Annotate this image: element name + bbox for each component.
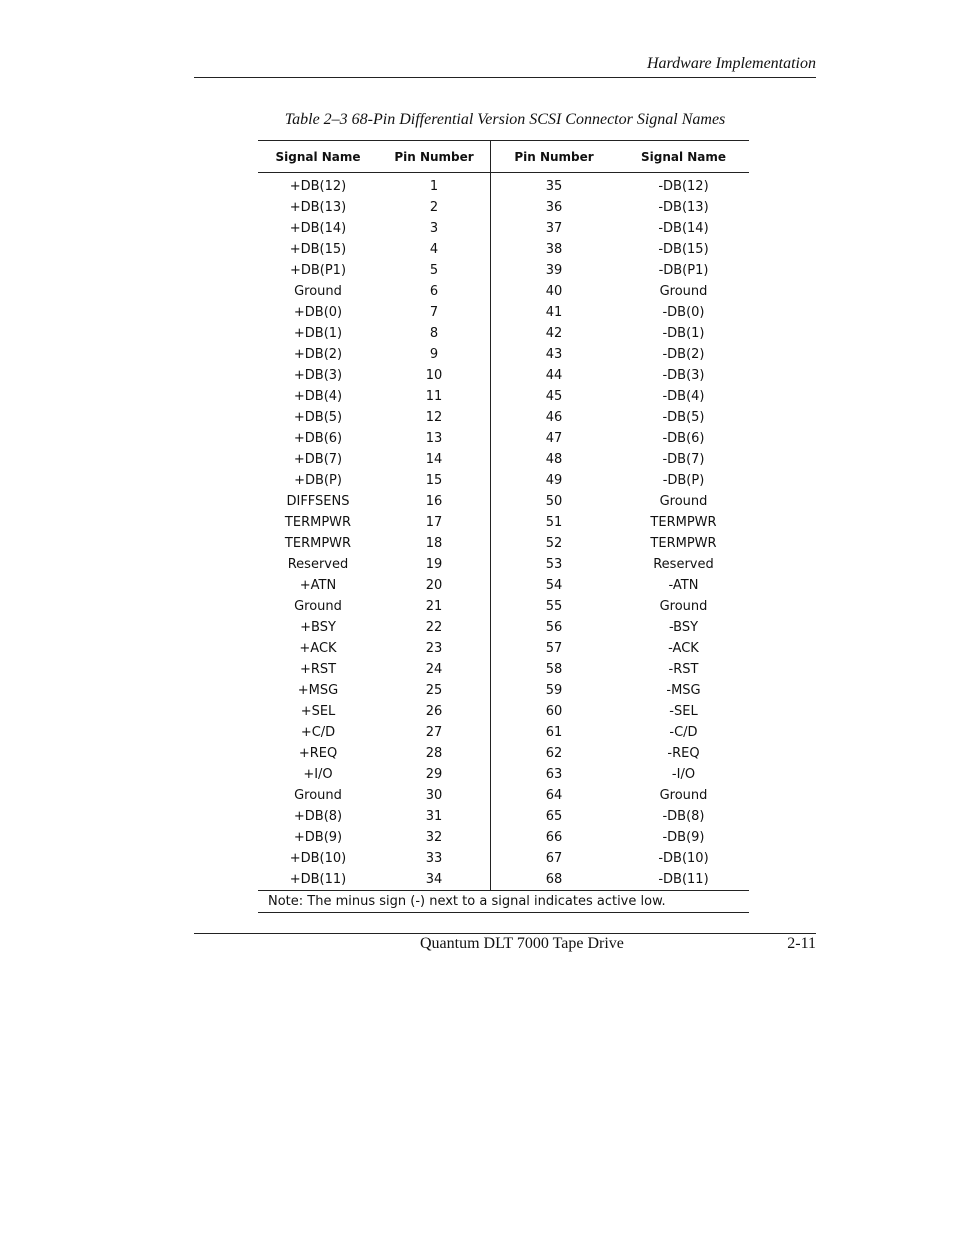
table-note: Note: The minus sign (-) next to a signal indicates active low. xyxy=(268,894,666,909)
pin-number-cell: 63 xyxy=(545,767,563,782)
pin-number-cell: 8 xyxy=(429,326,439,341)
pin-number-cell: 29 xyxy=(425,767,443,782)
signal-name-cell: +I/O xyxy=(303,767,333,782)
page-number: 2-11 xyxy=(787,935,816,952)
table-row xyxy=(258,617,749,638)
column-divider xyxy=(490,173,491,890)
signal-table xyxy=(258,140,749,913)
signal-name-cell: -DB(14) xyxy=(658,221,709,236)
pin-number-cell: 33 xyxy=(425,851,443,866)
pin-number-cell: 27 xyxy=(425,725,443,740)
pin-number-cell: 11 xyxy=(425,389,443,404)
pin-number-cell: 43 xyxy=(545,347,563,362)
pin-number-cell: 13 xyxy=(425,431,443,446)
pin-number-cell: 24 xyxy=(425,662,443,677)
table-header xyxy=(258,141,749,172)
table-body xyxy=(258,173,749,890)
pin-number-cell: 30 xyxy=(425,788,443,803)
signal-name-cell: -DB(8) xyxy=(662,809,705,824)
signal-name-cell: -DB(13) xyxy=(658,200,709,215)
pin-number-cell: 59 xyxy=(545,683,563,698)
signal-name-cell: -DB(11) xyxy=(658,872,709,887)
pin-number-cell: 68 xyxy=(545,872,563,887)
signal-name-cell: -DB(4) xyxy=(662,389,705,404)
running-head: Hardware Implementation xyxy=(646,55,816,72)
column-header-signal-name: Signal Name xyxy=(275,149,361,164)
footer-title: Quantum DLT 7000 Tape Drive xyxy=(420,935,624,952)
signal-name-cell: -BSY xyxy=(668,620,699,635)
signal-name-cell: +DB(P) xyxy=(294,473,342,488)
pin-number-cell: 38 xyxy=(545,242,563,257)
signal-name-cell: +RST xyxy=(299,662,337,677)
pin-number-cell: 19 xyxy=(425,557,443,572)
signal-name-cell: -SEL xyxy=(669,704,698,719)
signal-name-cell: +ATN xyxy=(299,578,337,593)
pin-number-cell: 53 xyxy=(545,557,563,572)
column-header-pin-number: Pin Number xyxy=(394,149,474,164)
table-row xyxy=(258,449,749,470)
signal-name-cell: +DB(4) xyxy=(293,389,343,404)
table-row xyxy=(258,512,749,533)
header-rule xyxy=(194,77,816,78)
table-row xyxy=(258,596,749,617)
column-divider xyxy=(490,141,491,172)
signal-name-cell: -DB(15) xyxy=(658,242,709,257)
pin-number-cell: 17 xyxy=(425,515,443,530)
signal-name-cell: -REQ xyxy=(667,746,700,761)
signal-name-cell: Ground xyxy=(659,284,708,299)
column-header-pin-number: Pin Number xyxy=(514,149,594,164)
signal-name-cell: Ground xyxy=(294,788,342,803)
signal-name-cell: +DB(8) xyxy=(293,809,343,824)
table-row xyxy=(258,176,749,197)
pin-number-cell: 46 xyxy=(545,410,563,425)
table-row xyxy=(258,848,749,869)
pin-number-cell: 51 xyxy=(545,515,563,530)
pin-number-cell: 5 xyxy=(429,263,439,278)
pin-number-cell: 1 xyxy=(429,179,439,194)
signal-name-cell: Ground xyxy=(659,788,708,803)
table-row xyxy=(258,428,749,449)
signal-name-cell: +DB(3) xyxy=(293,368,343,383)
signal-name-cell: -DB(1) xyxy=(662,326,705,341)
table-row xyxy=(258,806,749,827)
pin-number-cell: 44 xyxy=(545,368,563,383)
signal-name-cell: +REQ xyxy=(298,746,338,761)
signal-name-cell: -DB(5) xyxy=(662,410,705,425)
pin-number-cell: 12 xyxy=(425,410,443,425)
table-row xyxy=(258,764,749,785)
signal-name-cell: Ground xyxy=(294,599,342,614)
pin-number-cell: 57 xyxy=(545,641,563,656)
signal-name-cell: -DB(P1) xyxy=(658,263,709,278)
signal-name-cell: Ground xyxy=(659,494,708,509)
pin-number-cell: 22 xyxy=(425,620,443,635)
signal-name-cell: +DB(P1) xyxy=(289,263,347,278)
table-row xyxy=(258,197,749,218)
table-row xyxy=(258,554,749,575)
column-header-signal-name: Signal Name xyxy=(640,149,727,164)
signal-name-cell: -DB(7) xyxy=(662,452,705,467)
pin-number-cell: 10 xyxy=(425,368,443,383)
pin-number-cell: 62 xyxy=(545,746,563,761)
signal-name-cell: +SEL xyxy=(300,704,336,719)
pin-number-cell: 9 xyxy=(429,347,439,362)
pin-number-cell: 60 xyxy=(545,704,563,719)
pin-number-cell: 50 xyxy=(545,494,563,509)
signal-name-cell: -RST xyxy=(668,662,699,677)
signal-name-cell: +ACK xyxy=(299,641,337,656)
pin-number-cell: 48 xyxy=(545,452,563,467)
pin-number-cell: 35 xyxy=(545,179,563,194)
signal-name-cell: Ground xyxy=(294,284,342,299)
signal-name-cell: -ATN xyxy=(668,578,699,593)
table-row xyxy=(258,302,749,323)
table-row xyxy=(258,323,749,344)
signal-name-cell: -C/D xyxy=(669,725,698,740)
signal-name-cell: -ACK xyxy=(668,641,699,656)
pin-number-cell: 2 xyxy=(429,200,439,215)
signal-name-cell: +DB(0) xyxy=(293,305,343,320)
pin-number-cell: 56 xyxy=(545,620,563,635)
pin-number-cell: 42 xyxy=(545,326,563,341)
pin-number-cell: 40 xyxy=(545,284,563,299)
table-row xyxy=(258,491,749,512)
pin-number-cell: 25 xyxy=(425,683,443,698)
signal-name-cell: -DB(3) xyxy=(662,368,705,383)
pin-number-cell: 66 xyxy=(545,830,563,845)
pin-number-cell: 37 xyxy=(545,221,563,236)
pin-number-cell: 4 xyxy=(429,242,439,257)
table-row xyxy=(258,785,749,806)
table-row xyxy=(258,869,749,890)
signal-name-cell: +DB(11) xyxy=(289,872,347,887)
signal-name-cell: -DB(0) xyxy=(662,305,705,320)
pin-number-cell: 58 xyxy=(545,662,563,677)
pin-number-cell: 31 xyxy=(425,809,443,824)
pin-number-cell: 49 xyxy=(545,473,563,488)
signal-name-cell: -DB(2) xyxy=(662,347,705,362)
pin-number-cell: 26 xyxy=(425,704,443,719)
pin-number-cell: 47 xyxy=(545,431,563,446)
table-row xyxy=(258,701,749,722)
signal-name-cell: Reserved xyxy=(287,557,349,572)
table-row xyxy=(258,722,749,743)
pin-number-cell: 65 xyxy=(545,809,563,824)
signal-name-cell: +BSY xyxy=(300,620,336,635)
table-row xyxy=(258,575,749,596)
pin-number-cell: 21 xyxy=(425,599,443,614)
signal-name-cell: +DB(1) xyxy=(293,326,343,341)
pin-number-cell: 20 xyxy=(425,578,443,593)
signal-name-cell: +DB(7) xyxy=(293,452,343,467)
pin-number-cell: 52 xyxy=(545,536,563,551)
pin-number-cell: 16 xyxy=(425,494,443,509)
pin-number-cell: 3 xyxy=(429,221,439,236)
pin-number-cell: 67 xyxy=(545,851,563,866)
signal-name-cell: +DB(6) xyxy=(293,431,343,446)
table-row xyxy=(258,533,749,554)
pin-number-cell: 45 xyxy=(545,389,563,404)
pin-number-cell: 32 xyxy=(425,830,443,845)
table-row xyxy=(258,680,749,701)
signal-name-cell: +DB(12) xyxy=(289,179,347,194)
pin-number-cell: 54 xyxy=(545,578,563,593)
signal-name-cell: -DB(9) xyxy=(662,830,705,845)
signal-name-cell: +DB(2) xyxy=(293,347,343,362)
pin-number-cell: 55 xyxy=(545,599,563,614)
signal-name-cell: +C/D xyxy=(300,725,336,740)
pin-number-cell: 6 xyxy=(429,284,439,299)
signal-name-cell: DIFFSENS xyxy=(286,494,350,509)
signal-name-cell: +MSG xyxy=(297,683,339,698)
pin-number-cell: 15 xyxy=(425,473,443,488)
table-row xyxy=(258,239,749,260)
footer-rule xyxy=(194,933,816,934)
pin-number-cell: 7 xyxy=(429,305,439,320)
pin-number-cell: 64 xyxy=(545,788,563,803)
pin-number-cell: 18 xyxy=(425,536,443,551)
signal-name-cell: -MSG xyxy=(666,683,701,698)
table-row xyxy=(258,659,749,680)
signal-name-cell: +DB(13) xyxy=(289,200,347,215)
table-row xyxy=(258,218,749,239)
pin-number-cell: 61 xyxy=(545,725,563,740)
pin-number-cell: 28 xyxy=(425,746,443,761)
signal-name-cell: +DB(15) xyxy=(289,242,347,257)
table-row xyxy=(258,344,749,365)
table-row xyxy=(258,365,749,386)
signal-name-cell: -DB(P) xyxy=(662,473,705,488)
signal-name-cell: TERMPWR xyxy=(284,536,352,551)
signal-name-cell: -DB(12) xyxy=(658,179,709,194)
signal-name-cell: Ground xyxy=(659,599,708,614)
pin-number-cell: 34 xyxy=(425,872,443,887)
table-row xyxy=(258,743,749,764)
signal-name-cell: +DB(5) xyxy=(293,410,343,425)
table-caption: Table 2–3 68-Pin Differential Version SCSI Connector Signal Names xyxy=(284,111,726,128)
table-row xyxy=(258,470,749,491)
signal-name-cell: -I/O xyxy=(671,767,696,782)
signal-name-cell: +DB(14) xyxy=(289,221,347,236)
pin-number-cell: 39 xyxy=(545,263,563,278)
signal-name-cell: Reserved xyxy=(653,557,714,572)
table-row xyxy=(258,827,749,848)
signal-name-cell: +DB(9) xyxy=(293,830,343,845)
signal-name-cell: -DB(6) xyxy=(662,431,705,446)
signal-name-cell: TERMPWR xyxy=(650,515,717,530)
table-row xyxy=(258,260,749,281)
table-row xyxy=(258,638,749,659)
table-row xyxy=(258,281,749,302)
note-bottom-rule xyxy=(258,912,749,913)
signal-name-cell: +DB(10) xyxy=(289,851,347,866)
table-row xyxy=(258,386,749,407)
pin-number-cell: 23 xyxy=(425,641,443,656)
table-row xyxy=(258,407,749,428)
signal-name-cell: TERMPWR xyxy=(284,515,352,530)
signal-name-cell: -DB(10) xyxy=(658,851,709,866)
pin-number-cell: 14 xyxy=(425,452,443,467)
pin-number-cell: 36 xyxy=(545,200,563,215)
signal-name-cell: TERMPWR xyxy=(650,536,717,551)
pin-number-cell: 41 xyxy=(545,305,563,320)
